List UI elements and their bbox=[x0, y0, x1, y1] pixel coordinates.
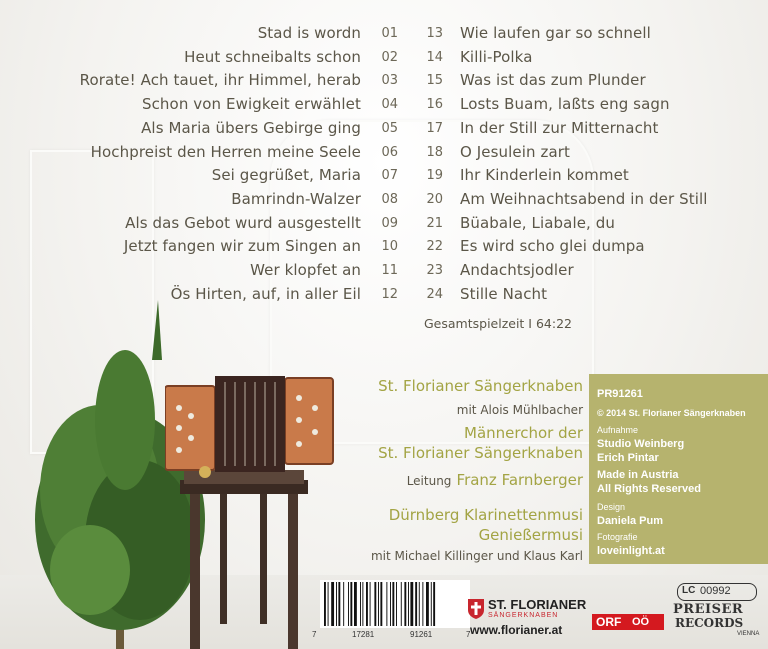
track-title: Rorate! Ach tauet, ihr Himmel, herab bbox=[79, 71, 361, 90]
label-code-badge bbox=[677, 583, 757, 601]
track-title: Ös Hirten, auf, in aller Eil bbox=[170, 284, 361, 303]
track-title: Losts Buam, laßts eng sagn bbox=[460, 95, 670, 114]
barcode-digit-1: 7 bbox=[312, 630, 317, 639]
lc-number: 00992 bbox=[700, 585, 731, 597]
barcode-image bbox=[320, 580, 470, 628]
catalog-number: PR91261 bbox=[597, 388, 643, 400]
preiser-logo-line3: VIENNA bbox=[737, 631, 760, 637]
barcode-digit-group-2: 91261 bbox=[410, 630, 433, 639]
credit-choir: St. Florianer Sängerknaben bbox=[378, 377, 583, 395]
track-number: 21 bbox=[426, 215, 443, 231]
track-number: 19 bbox=[426, 168, 443, 184]
track-title: Stad is wordn bbox=[257, 24, 361, 42]
track-number: 24 bbox=[426, 286, 443, 302]
track-title: Am Weihnachtsabend in der Still bbox=[460, 189, 708, 208]
track-title: Wer klopfet an bbox=[250, 261, 361, 279]
orf-logo-text: ORF bbox=[596, 615, 622, 629]
track-title: Es wird scho glei dumpa bbox=[460, 237, 645, 256]
credit-clarinet-line2: Genießermusi bbox=[478, 526, 583, 544]
total-playtime: Gesamtspielzeit I 64:22 bbox=[424, 316, 572, 331]
credit-clarinet-line1: Dürnberg Klarinettenmusi bbox=[388, 506, 583, 524]
sfs-logo-line1: ST. FLORIANER bbox=[488, 597, 587, 612]
photo-label: Fotografie bbox=[597, 532, 638, 542]
accordion-image bbox=[165, 368, 335, 480]
made-in: Made in Austria bbox=[597, 469, 679, 481]
track-number: 05 bbox=[381, 120, 398, 136]
credit-conductor bbox=[407, 470, 583, 489]
track-number: 06 bbox=[381, 144, 398, 160]
track-number: 23 bbox=[426, 263, 443, 278]
track-number: 04 bbox=[381, 97, 398, 113]
track-number: 11 bbox=[381, 263, 398, 278]
florianer-crest-icon bbox=[468, 599, 484, 619]
design-label: Design bbox=[597, 502, 626, 512]
track-title: Was ist das zum Plunder bbox=[460, 71, 646, 90]
conductor-label: Leitung bbox=[406, 474, 452, 488]
preiser-logo-line2: RECORDS bbox=[675, 616, 744, 630]
barcode-digit-2: 7 bbox=[466, 630, 471, 639]
lc-text: LC bbox=[682, 585, 696, 596]
track-number: 20 bbox=[426, 191, 443, 207]
preiser-logo-line1: PREISER bbox=[673, 602, 744, 617]
track-number: 03 bbox=[381, 73, 398, 89]
track-title: Killi-Polka bbox=[460, 47, 533, 66]
track-title: Jetzt fangen wir zum Singen an bbox=[123, 237, 361, 256]
website-link[interactable]: www.florianer.at bbox=[470, 623, 563, 637]
track-number: 22 bbox=[426, 239, 443, 255]
track-title: Hochpreist den Herren meine Seele bbox=[90, 142, 361, 161]
photo-name: loveinlight.at bbox=[597, 545, 665, 557]
track-title: Bamrindn-Walzer bbox=[231, 189, 361, 208]
track-title: Sei gegrüßet, Maria bbox=[211, 166, 361, 185]
track-number: 17 bbox=[426, 120, 443, 136]
track-title: Andachtsjodler bbox=[460, 261, 574, 279]
track-title: In der Still zur Mitternacht bbox=[460, 118, 659, 137]
credit-choir-soloist: mit Alois Mühlbacher bbox=[456, 403, 583, 417]
recording-engineer: Erich Pintar bbox=[597, 452, 659, 464]
wooden-stool bbox=[180, 470, 310, 649]
track-title: Ihr Kinderlein kommet bbox=[460, 166, 629, 185]
track-number: 10 bbox=[381, 239, 398, 255]
track-number: 13 bbox=[426, 26, 443, 41]
track-number: 08 bbox=[381, 191, 398, 207]
barcode-digit-group-1: 17281 bbox=[352, 630, 375, 639]
track-title: O Jesulein zart bbox=[460, 142, 571, 161]
track-title: Büabale, Liabale, du bbox=[460, 213, 616, 232]
track-title: Wie laufen gar so schnell bbox=[460, 24, 651, 42]
recording-label: Aufnahme bbox=[597, 425, 639, 435]
orf-logo bbox=[592, 614, 664, 630]
track-number: 07 bbox=[381, 168, 398, 184]
credit-clarinet-with: mit Michael Killinger und Klaus Karl bbox=[370, 549, 583, 563]
conductor-name: Franz Farnberger bbox=[456, 471, 583, 489]
orf-region-text: OÖ bbox=[632, 616, 650, 628]
track-number: 14 bbox=[426, 49, 443, 65]
track-title: Als das Gebot wurd ausgestellt bbox=[125, 213, 361, 232]
credit-mens-choir-line2: St. Florianer Sängerknaben bbox=[378, 444, 583, 462]
track-number: 01 bbox=[381, 26, 398, 41]
sfs-logo-line2: SÄNGERKNABEN bbox=[488, 612, 559, 619]
track-number: 12 bbox=[381, 286, 398, 302]
recording-studio: Studio Weinberg bbox=[597, 438, 685, 450]
copyright-line: © 2014 St. Florianer Sängerknaben bbox=[597, 408, 746, 418]
design-name: Daniela Pum bbox=[597, 515, 664, 527]
track-number: 16 bbox=[426, 97, 443, 113]
track-title: Heut schneibalts schon bbox=[184, 47, 361, 66]
track-number: 18 bbox=[426, 144, 443, 160]
track-number: 15 bbox=[426, 73, 443, 89]
track-title: Stille Nacht bbox=[460, 284, 548, 303]
track-title: Schon von Ewigkeit erwählet bbox=[141, 95, 361, 114]
track-title: Als Maria übers Gebirge ging bbox=[141, 118, 361, 137]
track-number: 02 bbox=[381, 49, 398, 65]
credit-mens-choir-line1: Männerchor der bbox=[464, 424, 583, 442]
rights-line: All Rights Reserved bbox=[597, 483, 701, 495]
track-number: 09 bbox=[381, 215, 398, 231]
